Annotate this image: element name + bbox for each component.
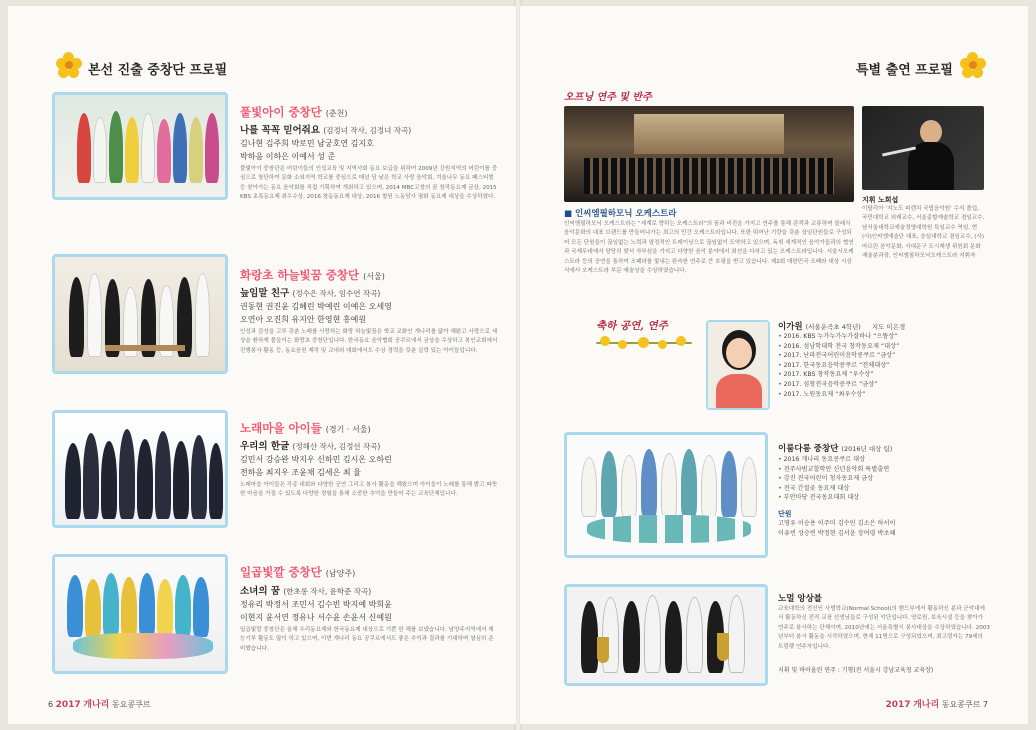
conductor-name: 지휘 노희섭 (862, 196, 899, 204)
page-footer: 6 2017 개나리 동요콩쿠르 (48, 700, 151, 710)
iriedarong-awards: • 2016 개나리 동요콩쿠르 대상 • 전주사범교할학안 신년음악회 특별출연 • 강진 전국어린이 청자동요제 금상 • 전국 간절곶 동요제 대상 • 부안마당 전국동요대회 대상 (778, 455, 889, 503)
choir-photo (52, 92, 228, 200)
celebration-label: 축하 공연, 연주 (596, 320, 668, 332)
choir-description: 노래마을 아이들은 각종 대회와 다양한 공연 그리고 봉사 활동을 해왔으며 아이들이 노래를 통해 밝고 따뜻한 마음을 가질 수 있도록 다양한 경험을 통해 소중한 추억을 만들어 주는 교육단체입니다. (240, 482, 498, 498)
iriedarong-photo (564, 432, 768, 558)
nomul-photo (564, 584, 768, 686)
choir-photo (52, 254, 228, 374)
flower-icon (960, 52, 986, 78)
member-list: 정유리 박정서 조민서 김수빈 박지예 박희윤 이현지 윤서연 정유나 서수윤 손윤서 신예원 (240, 600, 392, 622)
song-title: 나를 꼭꼭 믿어줘요 (김정녀 작사, 김정녀 작곡) (240, 125, 412, 136)
orchestra-photo (564, 106, 854, 202)
member-list: 김나현 김주희 박로민 남궁호연 김지호 박하음 이하은 이예서 성 준 (240, 139, 374, 161)
members-label: 단원 (778, 510, 792, 518)
choir-name: 노래마을 아이들 (경기 · 서울) (240, 421, 371, 435)
nomul-description: 교육대학의 전신인 사범학교(Normal School)의 밴드부에서 활동하신 분과 군악대에서 활동하신 전직 교장 선생님들로 구성된 악단입니다. 양로원, 보육시설 등을 찾아가 연주로 봉사하는 단체이며, 2010년에는 서울특별시 봉사대상을 수상하였습니다. 2003년부터 봉사 활동을 시작하였으며, 현재 11명으로 구성되었으며, 최고령자는 79세의 트럼펫 연주자입니다. (778, 606, 990, 650)
iriedarong-name: 이룸다롱 중창단 (2016년 대상 팀) (778, 444, 893, 454)
choir-photo (52, 410, 228, 528)
choir-photo (52, 554, 228, 674)
soloist-awards: • 2016. KBS 누가누가누가잘하나 “으뜸상” • 2016. 섬남학대학 전국 창작동요제 “대상” • 2017. 난파전국어린이음악콩쿠르 “금상” • 2017. 한국동요음악콩쿠르 “전체대상” • 2017. KBS 창작동요제 “우수상” • 2017. 섬창전국음악콩쿠르 “금상” • 2017. 노원동요제 “최우수상” (778, 332, 899, 399)
conductor-photo (862, 106, 984, 190)
section-title: 특별 출연 프로필 (856, 63, 953, 78)
orchestra-name: ■ 인씨엠필하모닉 오케스트라 (564, 209, 677, 219)
page-footer: 2017 개나리 동요콩쿠르 7 (885, 700, 988, 710)
member-list: 권동현 권진윤 김혜린 박예린 이예은 오세영 오연아 오진희 유지안 한영현 홍예원 (240, 302, 392, 324)
conductor-bio: 이탈리아 ‘지노도 피렌치 국립음악원’ 수석 졸업, 국민대학교 외래교수, 서울종합예술학교 겸임교수, 남서울대학교예술경영대학원 특임교수 역임, 현 (사)인씨엠예술단 대표, 숭실대학교 겸임교수, (사)마르린 음악문화, 서대문구 도시재생 위원회 문화예술분과장, 인씨엠필하모닉오케스트라 지휘자 (862, 206, 985, 260)
iriedarong-members: 고영우 이승용 이주미 김수민 김소은 하서이 이유빈 성승빈 박정현 김서윤 장여령 박초혜 (778, 520, 896, 537)
nomul-credit: 지휘 및 바이올린 연주 : 기형(전 서울시 강남교육청 교육장) (778, 667, 934, 674)
flower-icon (56, 52, 82, 78)
choir-description: 풀빛아이 중창단은 어린이들의 인성교육 및 지역사회 동요 보급을 위하여 2009년 강원지역의 어린이를 중심으로 창단하여 문화 소외지역 학교를 중심으로 매년 담 낮은 학교 사랑 음악회, 겨울나무 동요 페스티벌 등 찾아가는 동요 음악회를 직접 기획하여 개최하고 있으며, 2014 MBC고창의 꿈 창작동요제 금상, 2015 KBS 초록동요제 최우수상, 2016 창동동요제 대상, 2016 철원 노동당사 평화 동요제 대상을 수상하였다. (240, 166, 498, 201)
soloist-photo (706, 320, 770, 410)
nomul-name: 노멀 앙상블 (778, 594, 823, 604)
right-page (520, 6, 1028, 724)
song-title: 소녀의 꿈 (한초롱 작사, 윤학준 작곡) (240, 586, 372, 597)
opening-label: 오프닝 연주 및 반주 (564, 92, 652, 103)
choir-name: 일곱빛깔 중창단 (남양주) (240, 565, 356, 579)
choir-name: 화랑초 하늘빛꿈 중창단 (서울) (240, 268, 385, 282)
flower-garland-icon (590, 332, 700, 354)
member-list: 김민서 강승완 박지우 신하민 김시온 오하린 전하음 최지우 조윤채 김세은 최 율 (240, 455, 392, 477)
choir-description: 인성과 감성을 고루 갖춘 노래를 사랑하는 화랑 하늘빛꿈은 학교 교화인 개나리를 닮아 해맑고 사랑으로 세상을 환하게 물들이는 화랑초 중창단입니다. 한국동요 음악협회 공쿠르에서 금상을 수상하고 봉인교회에서 진행봉사 활동 등, 동요음원 제작 및 교내외 대회에서도 수상 경력을 갖춘 실력 있는 아이들입니다. (240, 329, 498, 354)
left-page (8, 6, 516, 724)
choir-name: 풀빛아이 중창단 (춘천) (240, 105, 348, 119)
song-title: 우리의 한글 (정해산 작사, 김정선 작곡) (240, 441, 381, 452)
orchestra-description: 인씨엠필하모닉 오케스트라는 “세계로 향하는 오케스트라”의 꿈과 비전을 가지고 연주를 통해 관객과 교류하며 클래식 음악문화의 대표 브랜드를 만들어나가는 최고의 민간 오케스트라입니다. 또한 뛰어난 기량을 갖춘 상임단원들로 구성되어 모든 단원들이 끊임없는 노력과 열정적인 트레이닝으로 끊임없이 도약하고 있으며, 독취 세계적인 음악가들과의 협연과 국제무대에서 당당히 맞서 자부심을 가지고 다양한 음악 분야에서 최선을 다하고 있는 오케스트라입니다. 서울시오케스트라 등의 공연을 통하여 오페라를 빛내는 완숙한 연주로 큰 호평을 받고 있습니다. 제2회 대한민국 오페라 대상 시상식에서 오케스트라 부문 예술상을 수상하였습니다. (564, 221, 854, 275)
choir-description: 일곱빛깔 중창단은 올해 우리동요제와 한국동요제 대상으로 기쁜 한 해를 보냈습니다. 남양주지역에서 재능기부 활동도 많이 하고 있으며, 이번 개나리 동요 공쿠르에서도 좋은 추억과 결과를 기대하며 열심히 준비했습니다. (240, 627, 494, 652)
section-title: 본선 진출 중창단 프로필 (88, 63, 228, 78)
soloist-name: 이가원 (서울운곡초 4학년) 지도 이은경 (778, 322, 906, 332)
song-title: 늪임말 친구 (정수은 작사, 임수연 작곡) (240, 288, 381, 299)
